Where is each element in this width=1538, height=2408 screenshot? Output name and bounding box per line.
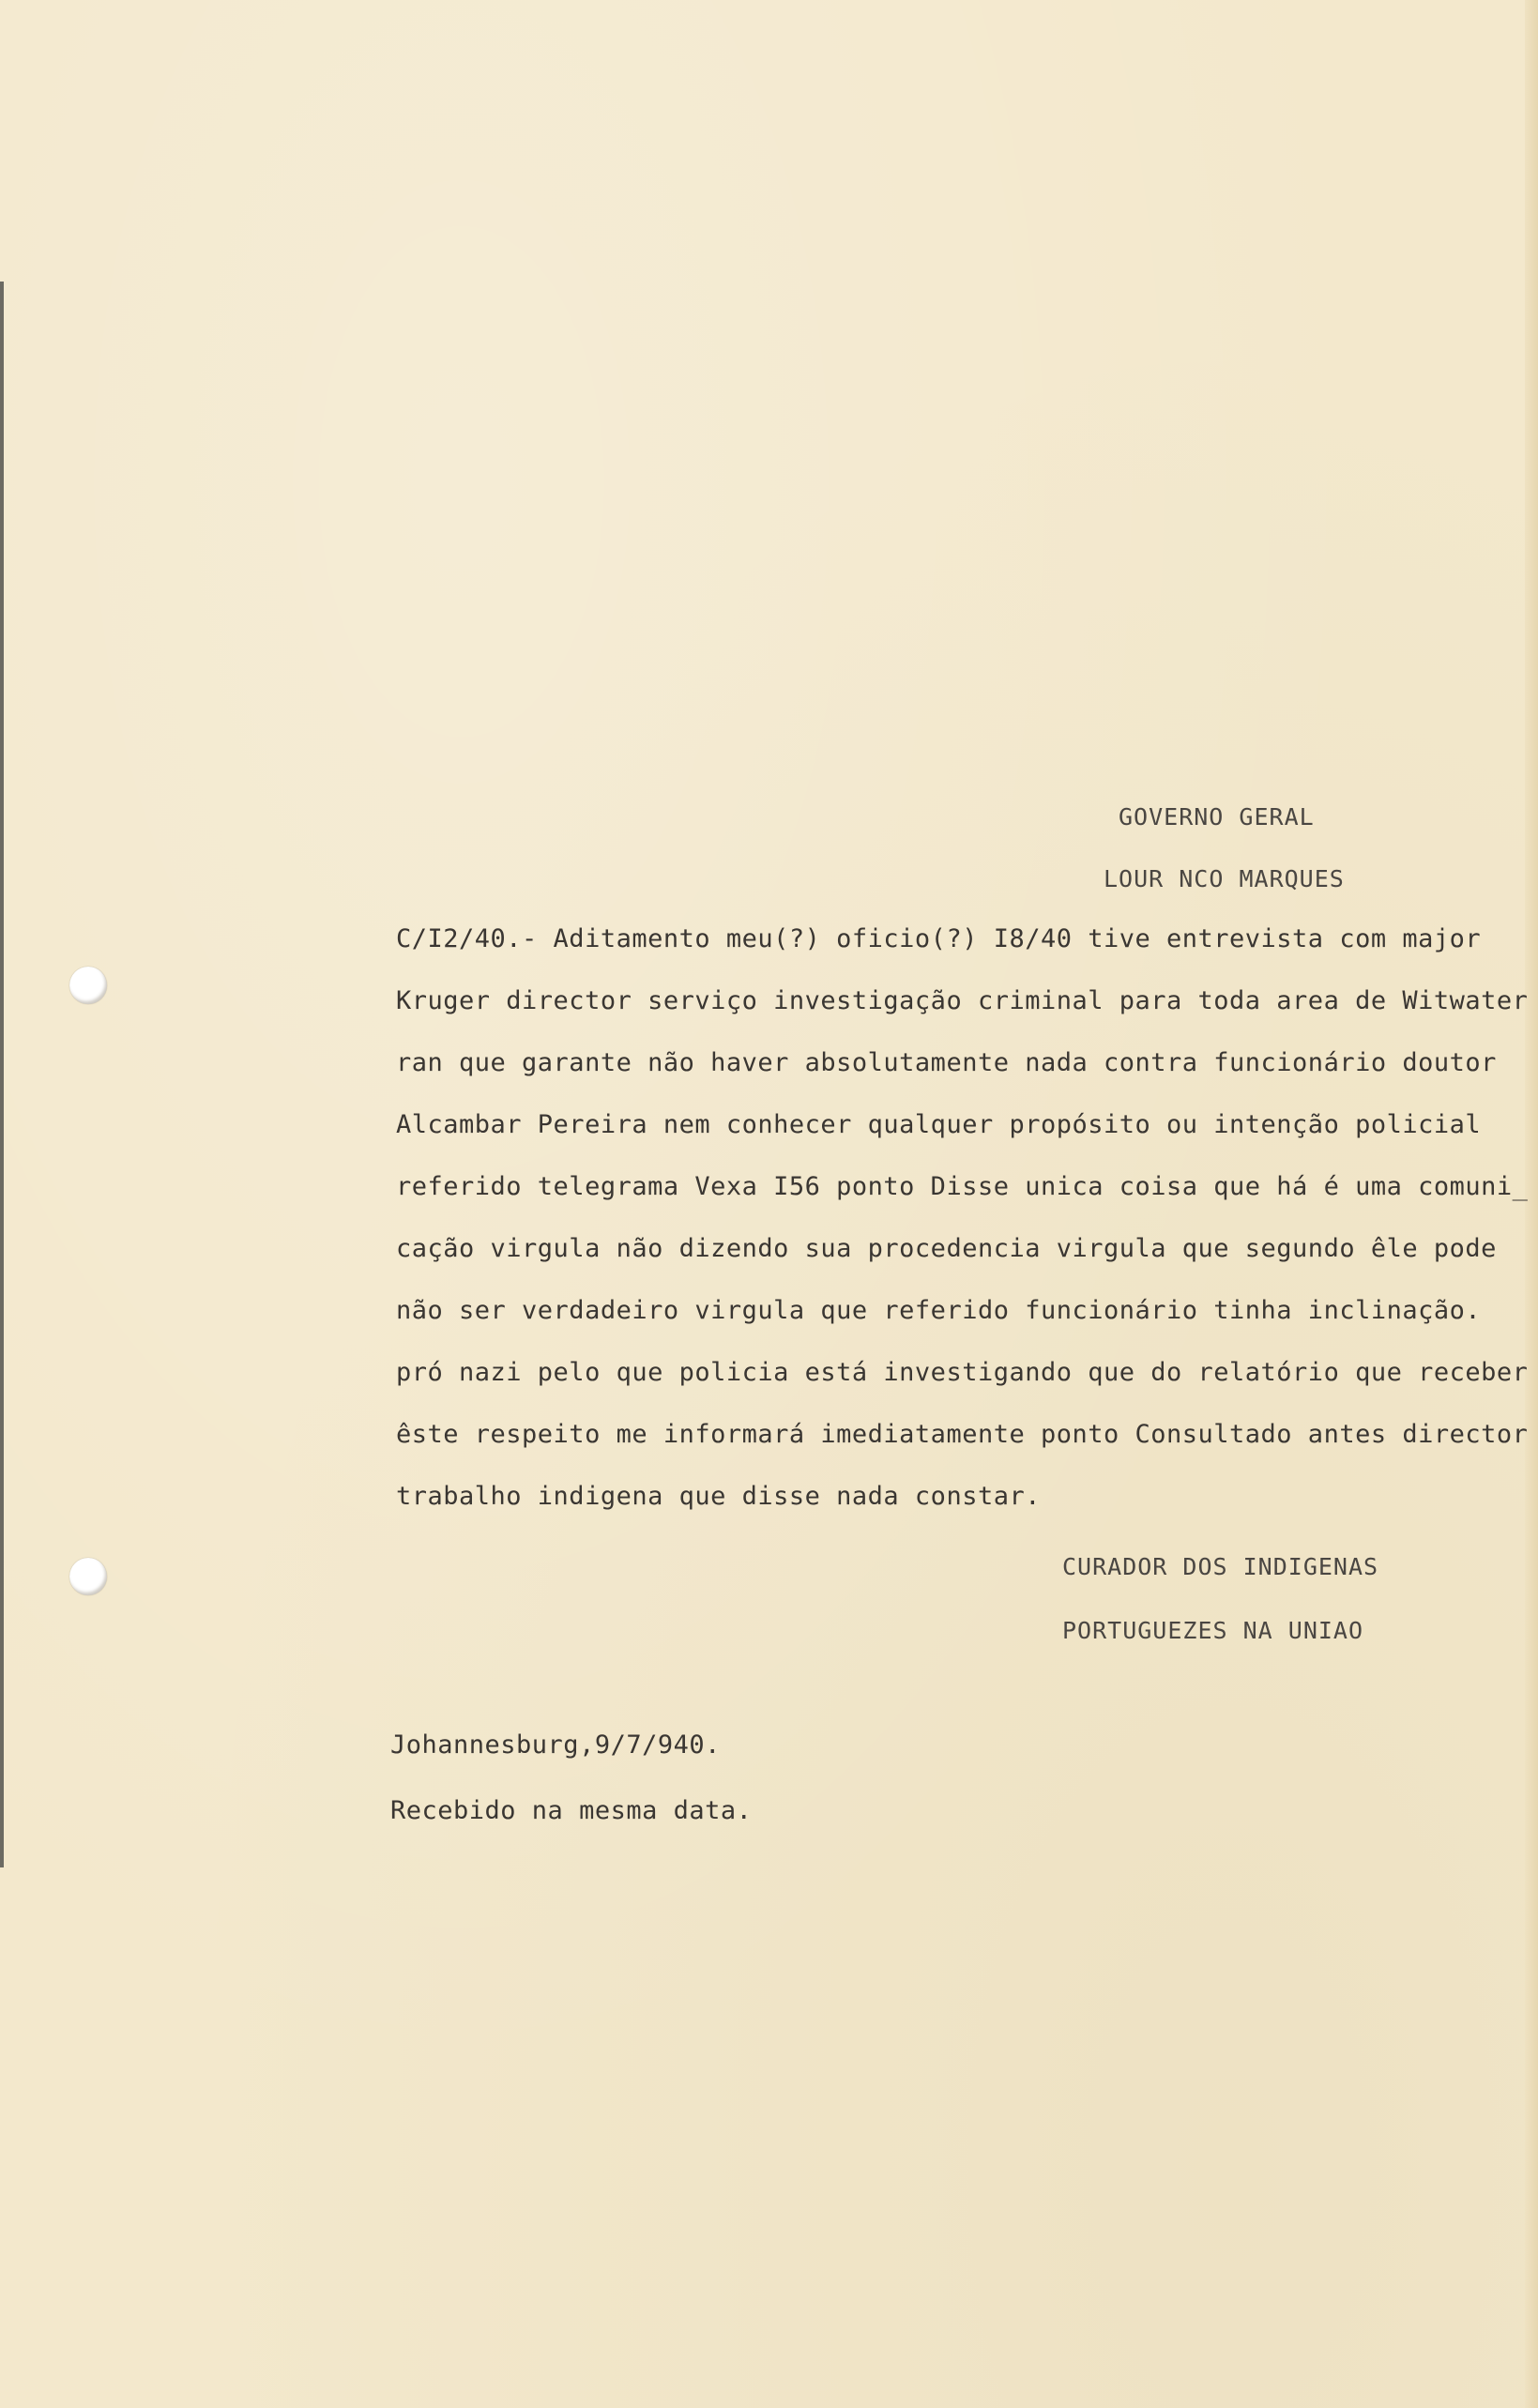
binding-margin-line	[0, 282, 4, 1867]
header-line-1: GOVERNO GERAL	[1119, 803, 1315, 831]
body-line-6: cação virgula não dizendo sua procedencia virgula que segundo êle pode	[396, 1234, 1497, 1263]
body-line-8: pró nazi pelo que policia está investigando que do relatório que receber	[396, 1358, 1529, 1387]
signature-line-1: CURADOR DOS INDIGENAS	[1062, 1553, 1379, 1580]
body-line-4: Alcambar Pereira nem conhecer qualquer propósito ou intenção policial	[396, 1110, 1482, 1139]
punch-hole-bottom	[69, 1558, 107, 1595]
body-line-7: não ser verdadeiro virgula que referido funcionário tinha inclinação.	[396, 1296, 1482, 1325]
paper-edge	[1525, 0, 1538, 2408]
body-line-9: êste respeito me informará imediatamente ponto Consultado antes director	[396, 1420, 1529, 1449]
signature-line-2: PORTUGUEZES NA UNIAO	[1062, 1617, 1364, 1644]
header-line-2: LOUR NCO MARQUES	[1104, 865, 1345, 892]
received-note: Recebido na mesma data.	[390, 1796, 753, 1825]
body-line-3: ran que garante não haver absolutamente nada contra funcionário doutor	[396, 1048, 1497, 1077]
punch-hole-top	[69, 967, 107, 1004]
body-line-5: referido telegrama Vexa I56 ponto Disse unica coisa que há é uma comuni_	[396, 1172, 1529, 1201]
place-date: Johannesburg,9/7/940.	[390, 1730, 721, 1760]
body-line-10: trabalho indigena que disse nada constar.	[396, 1482, 1041, 1511]
body-line-2: Kruger director serviço investigação criminal para toda area de Witwater	[396, 986, 1529, 1015]
body-line-1: C/I2/40.- Aditamento meu(?) oficio(?) I8/40 tive entrevista com major	[396, 924, 1482, 953]
